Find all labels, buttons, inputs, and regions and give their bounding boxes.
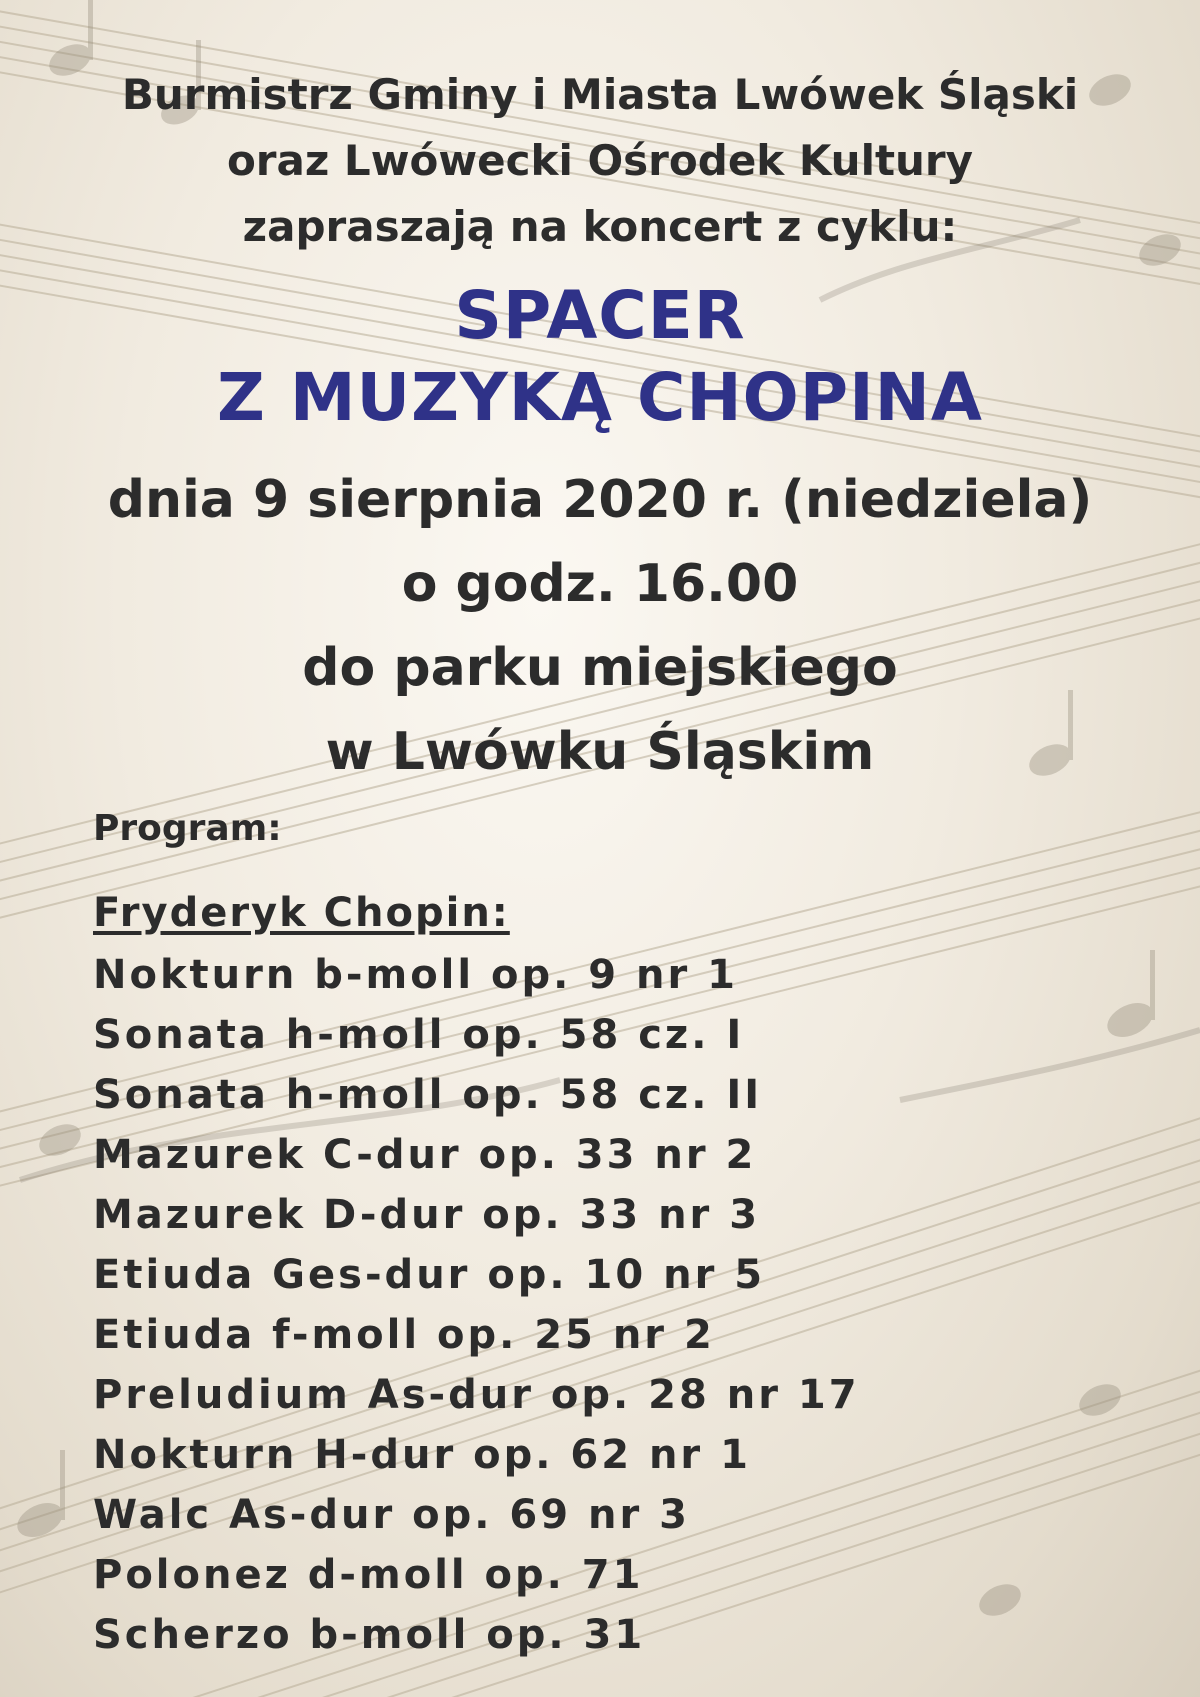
program-item: Polonez d-moll op. 71 (93, 1552, 644, 1598)
program-item: Scherzo b-moll op. 31 (93, 1612, 646, 1658)
organizer-line-1: Burmistrz Gminy i Miasta Lwówek Śląski (121, 70, 1079, 119)
invitation-line: zapraszają na koncert z cyklu: (242, 202, 958, 251)
program-item: Walc As-dur op. 69 nr 3 (93, 1492, 690, 1538)
program-item: Preludium As-dur op. 28 nr 17 (93, 1372, 860, 1418)
organizers-header (0, 62, 1200, 260)
event-place-line-1: do parku miejskiego (302, 638, 898, 698)
event-date: dnia 9 sierpnia 2020 r. (niedziela) (107, 470, 1093, 530)
event-time: o godz. 16.00 (401, 554, 799, 614)
program-item: Etiuda Ges-dur op. 10 nr 5 (93, 1252, 766, 1298)
program-item: Nokturn b-moll op. 9 nr 1 (93, 952, 738, 998)
event-place-line-2: w Lwówku Śląskim (325, 722, 875, 782)
event-details (0, 458, 1200, 794)
program-item: Mazurek D-dur op. 33 nr 3 (93, 1192, 761, 1238)
program-item: Sonata h-moll op. 58 cz. I (93, 1012, 745, 1058)
concert-title (0, 275, 1200, 439)
organizer-line-2: oraz Lwówecki Ośrodek Kultury (226, 136, 974, 185)
program-item: Mazurek C-dur op. 33 nr 2 (93, 1132, 757, 1178)
title-line-2: Z MUZYKĄ CHOPINA (217, 359, 983, 436)
composer-name: Fryderyk Chopin: (93, 890, 510, 936)
program-label: Program: (93, 808, 282, 849)
program-item: Nokturn H-dur op. 62 nr 1 (93, 1432, 751, 1478)
title-line-1: SPACER (454, 277, 746, 354)
program-item: Etiuda f-moll op. 25 nr 2 (93, 1312, 715, 1358)
program-item: Sonata h-moll op. 58 cz. II (93, 1072, 763, 1118)
program-list (93, 945, 860, 1665)
